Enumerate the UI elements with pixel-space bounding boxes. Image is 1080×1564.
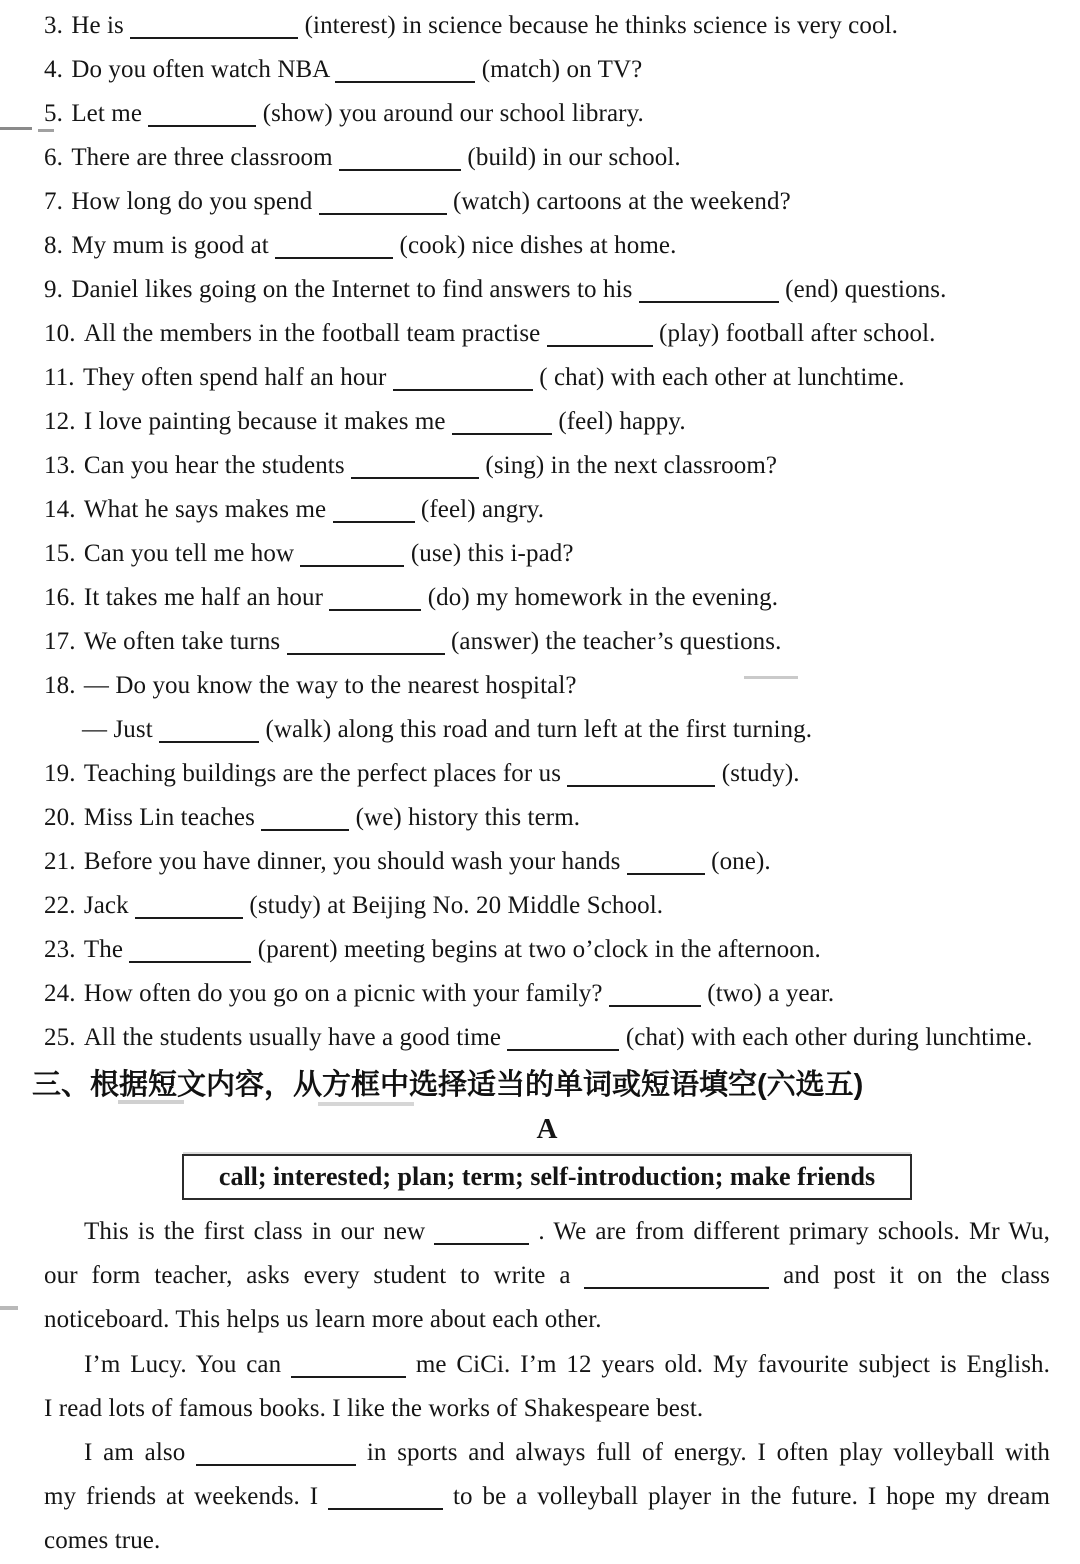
exercise-item: [44, 444, 1050, 488]
item-text: (interest) in science because he thinks science is very cool.: [298, 12, 898, 39]
item-text: — Just: [82, 716, 160, 743]
blank-field: [434, 1219, 529, 1245]
word-bank-wrap: [44, 1154, 1050, 1200]
blank-field: [609, 981, 701, 1007]
item-text: (watch) cartoons at the weekend?: [446, 188, 791, 215]
item-text: (sing) in the next classroom?: [479, 452, 778, 479]
exercise-item: [44, 356, 1050, 400]
scan-artifact: [0, 127, 32, 130]
passage-line: [44, 1298, 1050, 1342]
exercise-item: [44, 92, 1050, 136]
scan-artifact: [744, 676, 798, 679]
item-text: How long do you spend: [71, 188, 319, 215]
passage-line: [44, 1254, 1050, 1298]
item-text: This is the first class in our new: [84, 1218, 435, 1245]
exercise-item: [44, 928, 1050, 972]
item-text: I love painting because it makes me: [83, 408, 452, 435]
exercise-item: [44, 48, 1050, 92]
blank-field: [547, 321, 653, 347]
item-number: 10.: [44, 320, 82, 347]
exercise-item: [44, 180, 1050, 224]
scan-artifact: [0, 1306, 18, 1310]
item-number: 8.: [44, 232, 70, 259]
item-number: 14.: [44, 496, 82, 523]
item-text: (show) you around our school library.: [256, 100, 644, 127]
exercise-item-list: [44, 4, 1050, 1060]
blank-field: [130, 13, 298, 39]
item-text: The: [83, 936, 130, 963]
passage-line: [44, 1519, 1050, 1563]
scan-artifact: [38, 129, 54, 132]
item-text: (do) my homework in the evening.: [421, 584, 779, 611]
item-number: 13.: [44, 452, 82, 479]
item-text: our form teacher, asks every student to write a: [44, 1262, 585, 1290]
blank-field: [196, 1440, 356, 1466]
exercise-item: [44, 532, 1050, 576]
item-text: (use) this i-pad?: [404, 540, 574, 567]
blank-field: [148, 101, 256, 127]
blank-field: [351, 453, 479, 479]
passage-line: [44, 1210, 1050, 1254]
exercise-item: [44, 752, 1050, 796]
item-text: (play) football after school.: [652, 320, 936, 347]
item-number: 17.: [44, 628, 82, 655]
item-text: Do you often watch NBA: [71, 56, 336, 83]
part-label: A: [536, 1113, 558, 1145]
exercise-item: [44, 400, 1050, 444]
passage-line: [44, 1475, 1050, 1519]
exercise-item: [44, 224, 1050, 268]
blank-field: [507, 1025, 619, 1051]
item-number: 6.: [44, 144, 70, 171]
exercise-item: [44, 4, 1050, 48]
blank-field: [300, 541, 404, 567]
blank-field: [333, 497, 415, 523]
item-text: (study) at Beijing No. 20 Middle School.: [243, 892, 664, 919]
item-text: ( chat) with each other at lunchtime.: [532, 364, 905, 391]
item-number: 5.: [44, 100, 70, 127]
blank-field: [329, 585, 421, 611]
blank-field: [319, 189, 447, 215]
word-bank-text: call; interested; plan; term; self-introduction; make friends: [218, 1162, 876, 1191]
item-text: Daniel likes going on the Internet to find answers to his: [71, 276, 639, 303]
exercise-item: [44, 972, 1050, 1016]
item-text: They often spend half an hour: [82, 364, 393, 391]
item-text: my friends at weekends. I: [44, 1483, 329, 1511]
item-text: (study).: [715, 760, 800, 787]
exercise-item: [44, 312, 1050, 356]
exercise-item: [44, 664, 1050, 708]
item-text: (match) on TV?: [475, 56, 643, 83]
exercise-item: [44, 708, 1050, 752]
item-text: (walk) along this road and turn left at the first turning.: [259, 716, 813, 743]
exercise-item: [44, 136, 1050, 180]
item-text: (chat) with each other during lunchtime.: [619, 1024, 1033, 1051]
item-text: (end) questions.: [778, 276, 947, 303]
item-text: Can you tell me how: [83, 540, 301, 567]
item-number: 21.: [44, 848, 82, 875]
item-number: 11.: [44, 364, 81, 391]
blank-field: [291, 1352, 406, 1378]
passage: [44, 1210, 1050, 1564]
item-text: in sports and always full of energy. I often play volleyball with: [356, 1439, 1050, 1467]
item-number: 12.: [44, 408, 82, 435]
item-text: (feel) happy.: [551, 408, 686, 435]
scan-artifact: [318, 1102, 414, 1106]
item-text: (two) a year.: [700, 980, 835, 1007]
item-number: 3.: [44, 12, 70, 39]
blank-field: [627, 849, 705, 875]
item-number: 9.: [44, 276, 70, 303]
blank-field: [129, 937, 251, 963]
item-number: 7.: [44, 188, 70, 215]
item-text: (cook) nice dishes at home.: [393, 232, 677, 259]
item-text: (answer) the teacher’s questions.: [444, 628, 782, 655]
item-text: Can you hear the students: [83, 452, 352, 479]
item-text: (build) in our school.: [461, 144, 681, 171]
blank-field: [584, 1263, 769, 1289]
blank-field: [339, 145, 461, 171]
blank-field: [335, 57, 475, 83]
item-number: 22.: [44, 892, 82, 919]
blank-field: [639, 277, 779, 303]
exercise-item: [44, 1016, 1050, 1060]
blank-field: [135, 893, 243, 919]
item-text: — Do you know the way to the nearest hospital?: [83, 672, 577, 699]
blank-field: [261, 805, 349, 831]
item-number: 16.: [44, 584, 82, 611]
item-text: It takes me half an hour: [83, 584, 330, 611]
item-text: How often do you go on a picnic with your family?: [83, 980, 609, 1007]
exercise-item: [44, 576, 1050, 620]
blank-field: [328, 1484, 443, 1510]
item-text: My mum is good at: [71, 232, 276, 259]
passage-line: [44, 1387, 1050, 1431]
item-text: me CiCi. I’m 12 years old. My favourite subject is English.: [406, 1350, 1050, 1378]
item-text: We often take turns: [83, 628, 287, 655]
item-text: noticeboard. This helps us learn more about each other.: [44, 1306, 602, 1334]
passage-line: [44, 1431, 1050, 1475]
item-text: to be a volleyball player in the future. I hope my dream: [443, 1483, 1051, 1511]
item-text: (feel) angry.: [414, 496, 545, 523]
item-number: 18.: [44, 672, 82, 699]
blank-field: [159, 717, 259, 743]
exercise-item: [44, 488, 1050, 532]
blank-field: [393, 365, 533, 391]
item-text: I am also: [84, 1439, 197, 1467]
exercise-item: [44, 620, 1050, 664]
exercise-item: [44, 268, 1050, 312]
item-text: Before you have dinner, you should wash your hands: [83, 848, 627, 875]
item-text: (parent) meeting begins at two o’clock in the afternoon.: [251, 936, 821, 963]
blank-field: [452, 409, 552, 435]
item-text: Miss Lin teaches: [83, 804, 262, 831]
item-text: (one).: [704, 848, 771, 875]
item-number: 24.: [44, 980, 82, 1007]
item-number: 15.: [44, 540, 82, 567]
item-text: All the members in the football team practise: [83, 320, 547, 347]
scan-artifact: [118, 1100, 184, 1104]
passage-line: [44, 1343, 1050, 1387]
exercise-item: [44, 840, 1050, 884]
item-text: comes true.: [44, 1527, 161, 1555]
item-text: What he says makes me: [83, 496, 333, 523]
item-text: I’m Lucy. You can: [84, 1350, 292, 1378]
item-number: 4.: [44, 56, 70, 83]
item-text: All the students usually have a good time: [83, 1024, 508, 1051]
word-bank-box: [182, 1154, 912, 1200]
item-number: 19.: [44, 760, 82, 787]
item-number: 20.: [44, 804, 82, 831]
item-text: Teaching buildings are the perfect places for us: [83, 760, 568, 787]
item-text: . We are from different primary schools. Mr Wu,: [529, 1218, 1050, 1245]
item-number: 25.: [44, 1024, 82, 1051]
exercise-item: [44, 884, 1050, 928]
section-heading: 三、根据短文内容，从方框中选择适当的单词或短语填空(六选五): [32, 1069, 864, 1101]
item-text: and post it on the class: [769, 1262, 1050, 1290]
blank-field: [567, 761, 715, 787]
blank-field: [287, 629, 445, 655]
item-text: He is: [71, 12, 131, 39]
item-text: Jack: [83, 892, 136, 919]
item-text: I read lots of famous books. I like the works of Shakespeare best.: [44, 1394, 704, 1422]
item-number: 23.: [44, 936, 82, 963]
exercise-item: [44, 796, 1050, 840]
item-text: (we) history this term.: [349, 804, 581, 831]
blank-field: [275, 233, 393, 259]
item-text: Let me: [71, 100, 149, 127]
item-text: There are three classroom: [71, 144, 340, 171]
